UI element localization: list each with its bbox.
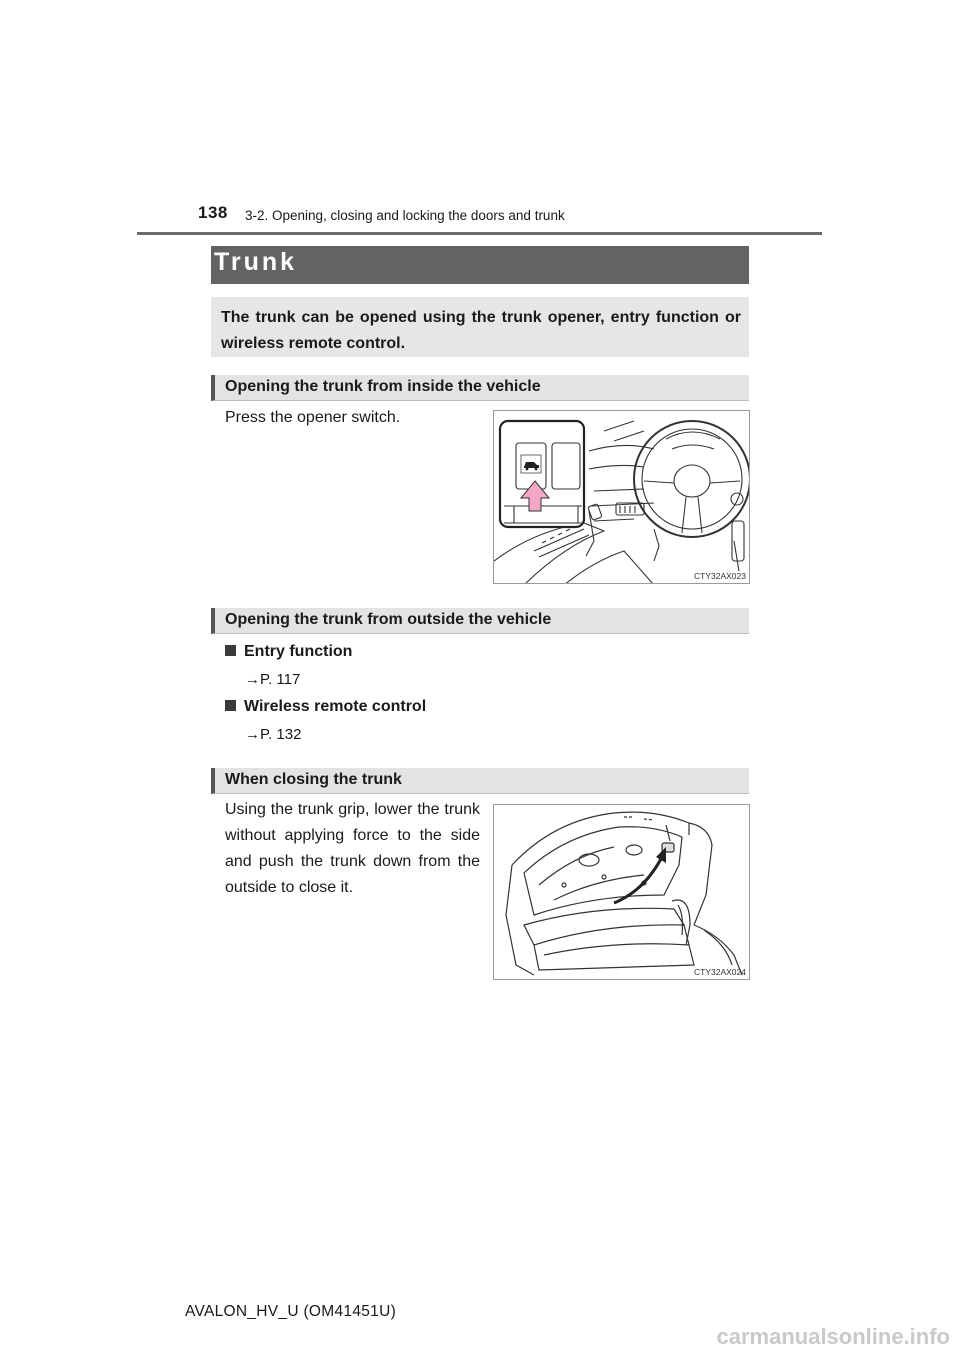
footer-model-code: AVALON_HV_U (OM41451U) [185,1303,397,1320]
figure-code: CTY32AX024 [694,967,746,977]
chapter-title: 3-2. Opening, closing and locking the doors and trunk [245,208,565,223]
page-number: 138 [198,203,228,222]
section-heading-outside [211,608,749,634]
closing-instruction: Using the trunk grip, lower the trunk without applying force to the side and push the trunk down from the outside to close it. [225,801,480,896]
trunk-opener-icon [521,455,541,473]
section-heading-label: When closing the trunk [225,771,402,788]
page-reference-link[interactable]: →P. 117 [245,671,301,688]
section-heading-closing [211,768,749,794]
figure-closing-trunk [493,804,750,980]
header-rule [137,232,822,235]
item-wireless-remote [225,698,426,716]
intro-box [211,297,749,357]
trunk-illustration [494,805,750,980]
inside-instruction: Press the opener switch. [225,409,401,426]
section-heading-label: Opening the trunk from outside the vehicle [225,611,552,628]
item-label: Entry function [244,643,353,660]
bullet-square-icon [225,700,236,711]
watermark: carmanualsonline.info [716,1324,950,1349]
figure-opener-switch [493,410,750,584]
section-heading-inside [211,375,749,401]
bullet-square-icon [225,645,236,656]
page-reference-link[interactable]: →P. 132 [245,726,302,743]
title-bar [211,246,749,284]
page-title: Trunk [214,248,298,276]
figure-code: CTY32AX023 [694,571,746,581]
section-heading-label: Opening the trunk from inside the vehicle [225,378,541,395]
dashboard-illustration [494,411,750,584]
item-entry-function [225,643,352,661]
intro-text: The trunk can be opened using the trunk opener, entry function or wireless remote control. [221,309,741,352]
item-label: Wireless remote control [244,698,427,715]
